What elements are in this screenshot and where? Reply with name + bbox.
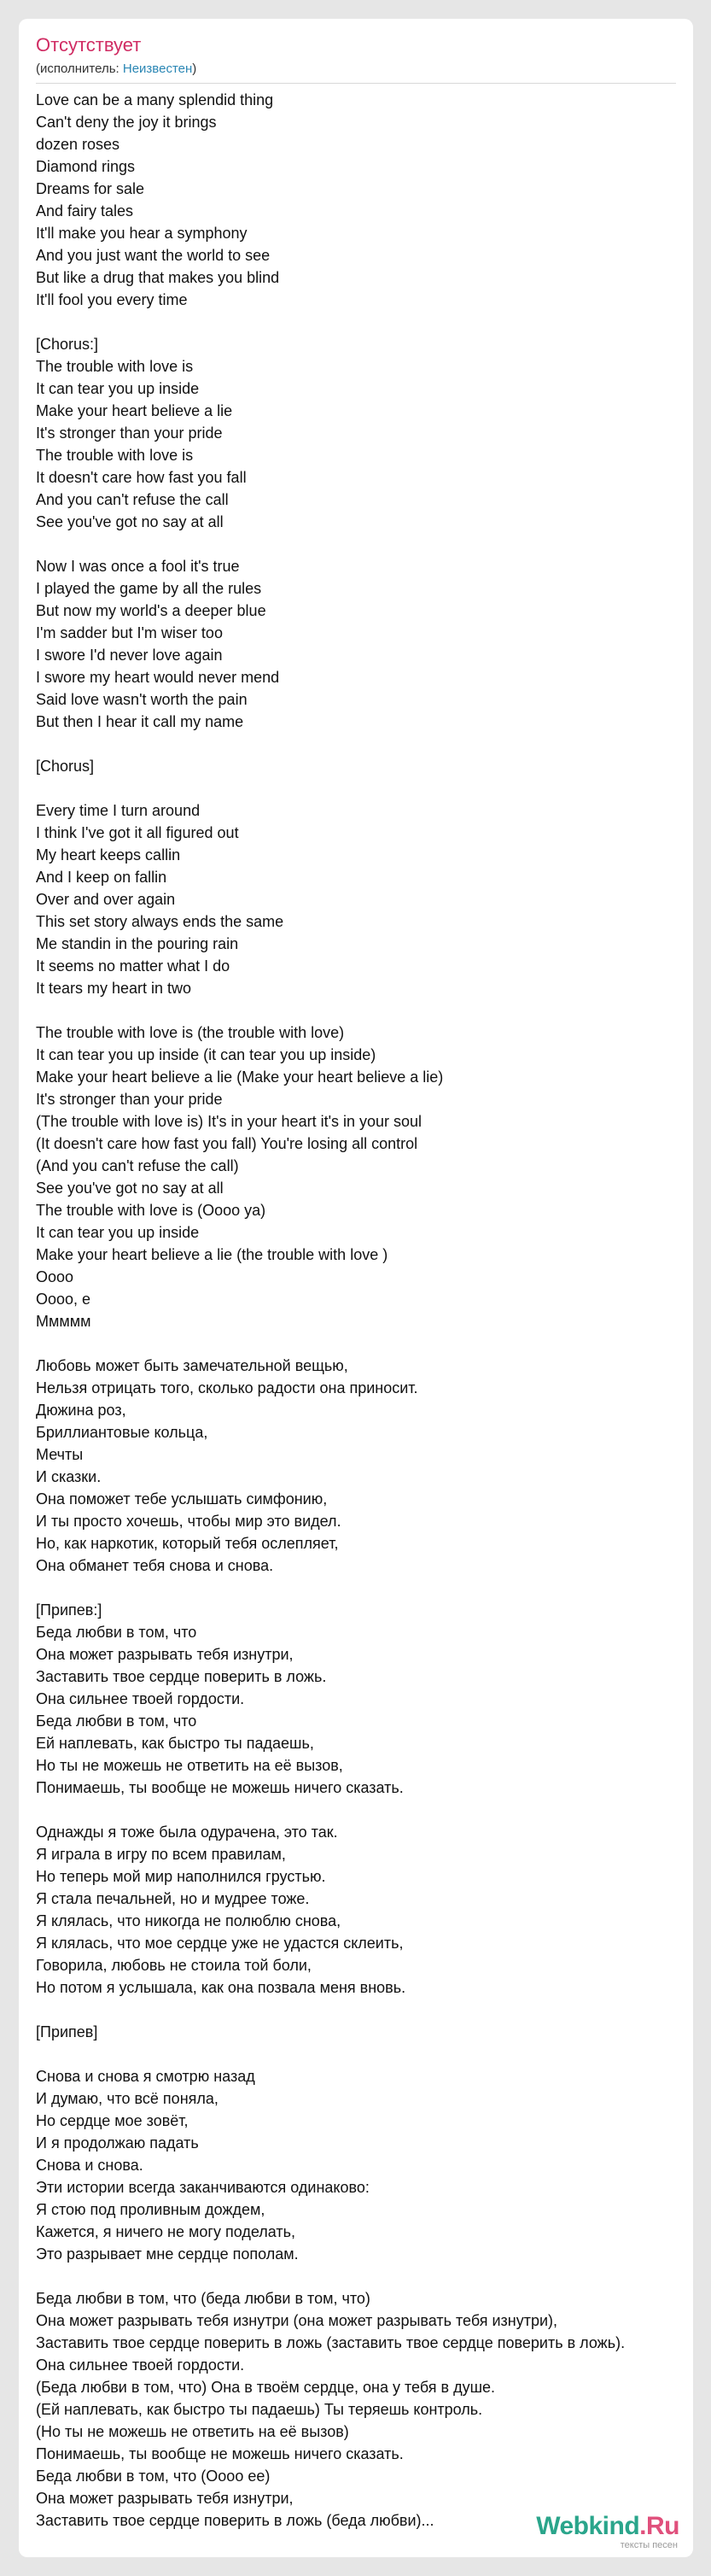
lyric-line: [Припев]: [36, 2023, 98, 2040]
lyric-blank-line: [36, 1577, 685, 1599]
lyric-line: Dreams for sale: [36, 180, 145, 197]
lyric-line: It seems no matter what I do: [36, 957, 230, 975]
lyric-line: Беда любви в том, что (беда любви в том, что): [36, 2290, 370, 2307]
logo-tld: .Ru: [639, 2512, 679, 2540]
lyric-line: It's stronger than your pride: [36, 424, 223, 442]
lyric-line: But like a drug that makes you blind: [36, 269, 280, 286]
header-divider: [36, 83, 676, 84]
lyric-line: Она сильнее твоей гордости.: [36, 1690, 245, 1707]
lyric-line: This set story always ends the same: [36, 913, 284, 930]
lyric-line: dozen roses: [36, 136, 120, 153]
lyric-line: The trouble with love is: [36, 447, 194, 464]
lyric-line: Она обманет тебя снова и снова.: [36, 1557, 274, 1574]
performer-link[interactable]: Неизвестен: [122, 61, 193, 76]
performer-line: [36, 61, 196, 77]
lyric-line: It tears my heart in two: [36, 980, 192, 997]
lyric-line: Я стала печальней, но и мудрее тоже.: [36, 1890, 310, 1907]
lyric-line: I swore I'd never love again: [36, 647, 223, 664]
lyric-line: The trouble with love is (the trouble with love): [36, 1024, 345, 1041]
lyric-line: And fairy tales: [36, 202, 134, 220]
lyric-line: Но потом я услышала, как она позвала меня вновь.: [36, 1979, 406, 1996]
lyric-line: [Chorus:]: [36, 336, 99, 353]
lyric-line: Заставить твое сердце поверить в ложь.: [36, 1668, 327, 1685]
lyrics-text: [36, 89, 685, 2532]
lyric-blank-line: [36, 1799, 685, 1821]
lyric-line: Снова и снова я смотрю назад: [36, 2068, 255, 2085]
lyric-blank-line: [36, 1332, 685, 1355]
lyric-line: My heart keeps callin: [36, 846, 181, 864]
lyric-line: И я продолжаю падать: [36, 2134, 199, 2152]
lyric-line: And you just want the world to see: [36, 247, 271, 264]
lyric-line: But then I hear it call my name: [36, 713, 244, 730]
lyric-line: Make your heart believe a lie (Make your heart believe a lie): [36, 1068, 444, 1086]
lyric-line: (It doesn't care how fast you fall) You're losing all control: [36, 1135, 418, 1152]
lyric-line: Now I was once a fool it's true: [36, 558, 240, 575]
logo-wordmark: [536, 2513, 679, 2540]
lyric-line: Беда любви в том, что: [36, 1624, 197, 1641]
lyric-line: (Беда любви в том, что) Она в твоём сердце, она у тебя в душе.: [36, 2379, 496, 2396]
lyric-line: Это разрывает мне сердце пополам.: [36, 2245, 299, 2263]
lyric-blank-line: [36, 311, 685, 333]
lyric-line: Said love wasn't worth the pain: [36, 691, 248, 708]
logo-tagline: тексты песен: [620, 2540, 678, 2550]
lyric-line: The trouble with love is (Oooo ya): [36, 1202, 266, 1219]
lyric-line: The trouble with love is: [36, 358, 194, 375]
lyric-blank-line: [36, 1999, 685, 2021]
lyric-line: Понимаешь, ты вообще не можешь ничего сказать.: [36, 2445, 404, 2462]
lyric-line: I think I've got it all figured out: [36, 824, 239, 841]
lyric-blank-line: [36, 2265, 685, 2287]
lyric-line: I played the game by all the rules: [36, 580, 262, 597]
lyric-line: Она может разрывать тебя изнутри,: [36, 2490, 294, 2507]
song-card: [19, 19, 693, 2557]
lyric-line: Я стою под проливным дождем,: [36, 2201, 265, 2218]
lyric-line: Diamond rings: [36, 158, 136, 175]
lyric-line: (The trouble with love is) It's in your heart it's in your soul: [36, 1113, 423, 1130]
lyric-line: Заставить твое сердце поверить в ложь (заставить твое сердце поверить в ложь).: [36, 2334, 626, 2351]
lyric-line: Кажется, я ничего не могу поделать,: [36, 2223, 295, 2240]
lyric-line: Говорила, любовь не стоила той боли,: [36, 1957, 312, 1974]
lyric-line: And you can't refuse the call: [36, 491, 229, 508]
lyric-line: It can tear you up inside (it can tear you up inside): [36, 1046, 376, 1063]
lyric-line: See you've got no say at all: [36, 1180, 224, 1197]
lyric-blank-line: [36, 2043, 685, 2065]
lyric-blank-line: [36, 533, 685, 555]
lyric-line: И ты просто хочешь, чтобы мир это видел.: [36, 1513, 341, 1530]
lyric-line: Oooo, e: [36, 1291, 91, 1308]
lyric-line: (And you can't refuse the call): [36, 1157, 239, 1174]
lyric-line: [Chorus]: [36, 758, 95, 775]
lyric-line: It's stronger than your pride: [36, 1091, 223, 1108]
lyric-line: I'm sadder but I'm wiser too: [36, 624, 223, 641]
lyric-line: Беда любви в том, что (Оооо ее): [36, 2468, 271, 2485]
lyric-line: Дюжина роз,: [36, 1402, 126, 1419]
lyric-line: Me standin in the pouring rain: [36, 935, 239, 952]
lyric-line: It can tear you up inside: [36, 1224, 200, 1241]
site-logo[interactable]: [536, 2513, 679, 2550]
lyric-line: It'll make you hear a symphony: [36, 225, 248, 242]
lyric-line: I swore my heart would never mend: [36, 669, 280, 686]
lyric-line: Я клялась, что мое сердце уже не удастся склеить,: [36, 1935, 404, 1952]
logo-name: Webkind: [536, 2512, 640, 2540]
lyric-line: Любовь может быть замечательной вещью,: [36, 1357, 348, 1374]
lyric-line: Она поможет тебе услышать симфонию,: [36, 1490, 328, 1508]
lyric-line: И сказки.: [36, 1468, 102, 1485]
lyric-line: Make your heart believe a lie (the trouble with love ): [36, 1246, 388, 1263]
lyric-line: Но теперь мой мир наполнился грустью.: [36, 1868, 326, 1885]
lyric-blank-line: [36, 733, 685, 755]
lyric-line: И думаю, что всё поняла,: [36, 2090, 219, 2107]
lyric-blank-line: [36, 777, 685, 799]
lyric-line: Every time I turn around: [36, 802, 201, 819]
lyric-line: (Ей наплевать, как быстро ты падаешь) Ты теряешь контроль.: [36, 2401, 483, 2418]
lyric-line: Но ты не можешь не ответить на её вызов,: [36, 1757, 343, 1774]
lyric-line: Я клялась, что никогда не полюблю снова,: [36, 1912, 341, 1929]
lyric-line: Бриллиантовые кольца,: [36, 1424, 208, 1441]
lyric-line: Понимаешь, ты вообще не можешь ничего сказать.: [36, 1779, 404, 1796]
lyric-line: Она может разрывать тебя изнутри (она может разрывать тебя изнутри),: [36, 2312, 558, 2329]
lyric-line: Но, как наркотик, который тебя ослепляет,: [36, 1535, 339, 1552]
lyric-line: Я играла в игру по всем правилам,: [36, 1846, 286, 1863]
performer-suffix: ): [192, 61, 197, 76]
lyric-line: It'll fool you every time: [36, 291, 188, 308]
lyric-line: Заставить твое сердце поверить в ложь (беда любви)...: [36, 2512, 434, 2529]
lyric-line: Oooo: [36, 1268, 74, 1285]
lyric-line: It can tear you up inside: [36, 380, 200, 397]
lyric-line: Over and over again: [36, 891, 176, 908]
lyric-line: Make your heart believe a lie: [36, 402, 233, 419]
lyric-blank-line: [36, 999, 685, 1022]
lyric-line: It doesn't care how fast you fall: [36, 469, 247, 486]
lyric-line: Love can be a many splendid thing: [36, 91, 274, 108]
lyric-line: Мечты: [36, 1446, 84, 1463]
lyric-line: Нельзя отрицать того, сколько радости она приносит.: [36, 1379, 418, 1396]
lyric-line: (Но ты не можешь не ответить на её вызов): [36, 2423, 349, 2440]
lyric-line: Mмммм: [36, 1313, 91, 1330]
lyric-line: [Припев:]: [36, 1601, 102, 1619]
lyric-line: Эти истории всегда заканчиваются одинаково:: [36, 2179, 370, 2196]
lyric-line: Ей наплевать, как быстро ты падаешь,: [36, 1735, 314, 1752]
lyric-line: And I keep on fallin: [36, 869, 167, 886]
lyric-line: Но сердце мое зовёт,: [36, 2112, 189, 2129]
lyric-line: Беда любви в том, что: [36, 1712, 197, 1730]
lyric-line: Она может разрывать тебя изнутри,: [36, 1646, 294, 1663]
song-title: Отсутствует: [36, 34, 142, 56]
lyric-line: Однажды я тоже была одурачена, это так.: [36, 1824, 338, 1841]
lyric-line: Снова и снова.: [36, 2157, 143, 2174]
lyric-line: But now my world's a deeper blue: [36, 602, 266, 619]
lyric-line: Она сильнее твоей гордости.: [36, 2356, 245, 2374]
lyric-line: Can't deny the joy it brings: [36, 114, 217, 131]
lyric-line: See you've got no say at all: [36, 513, 224, 530]
performer-prefix: (исполнитель:: [36, 61, 123, 76]
